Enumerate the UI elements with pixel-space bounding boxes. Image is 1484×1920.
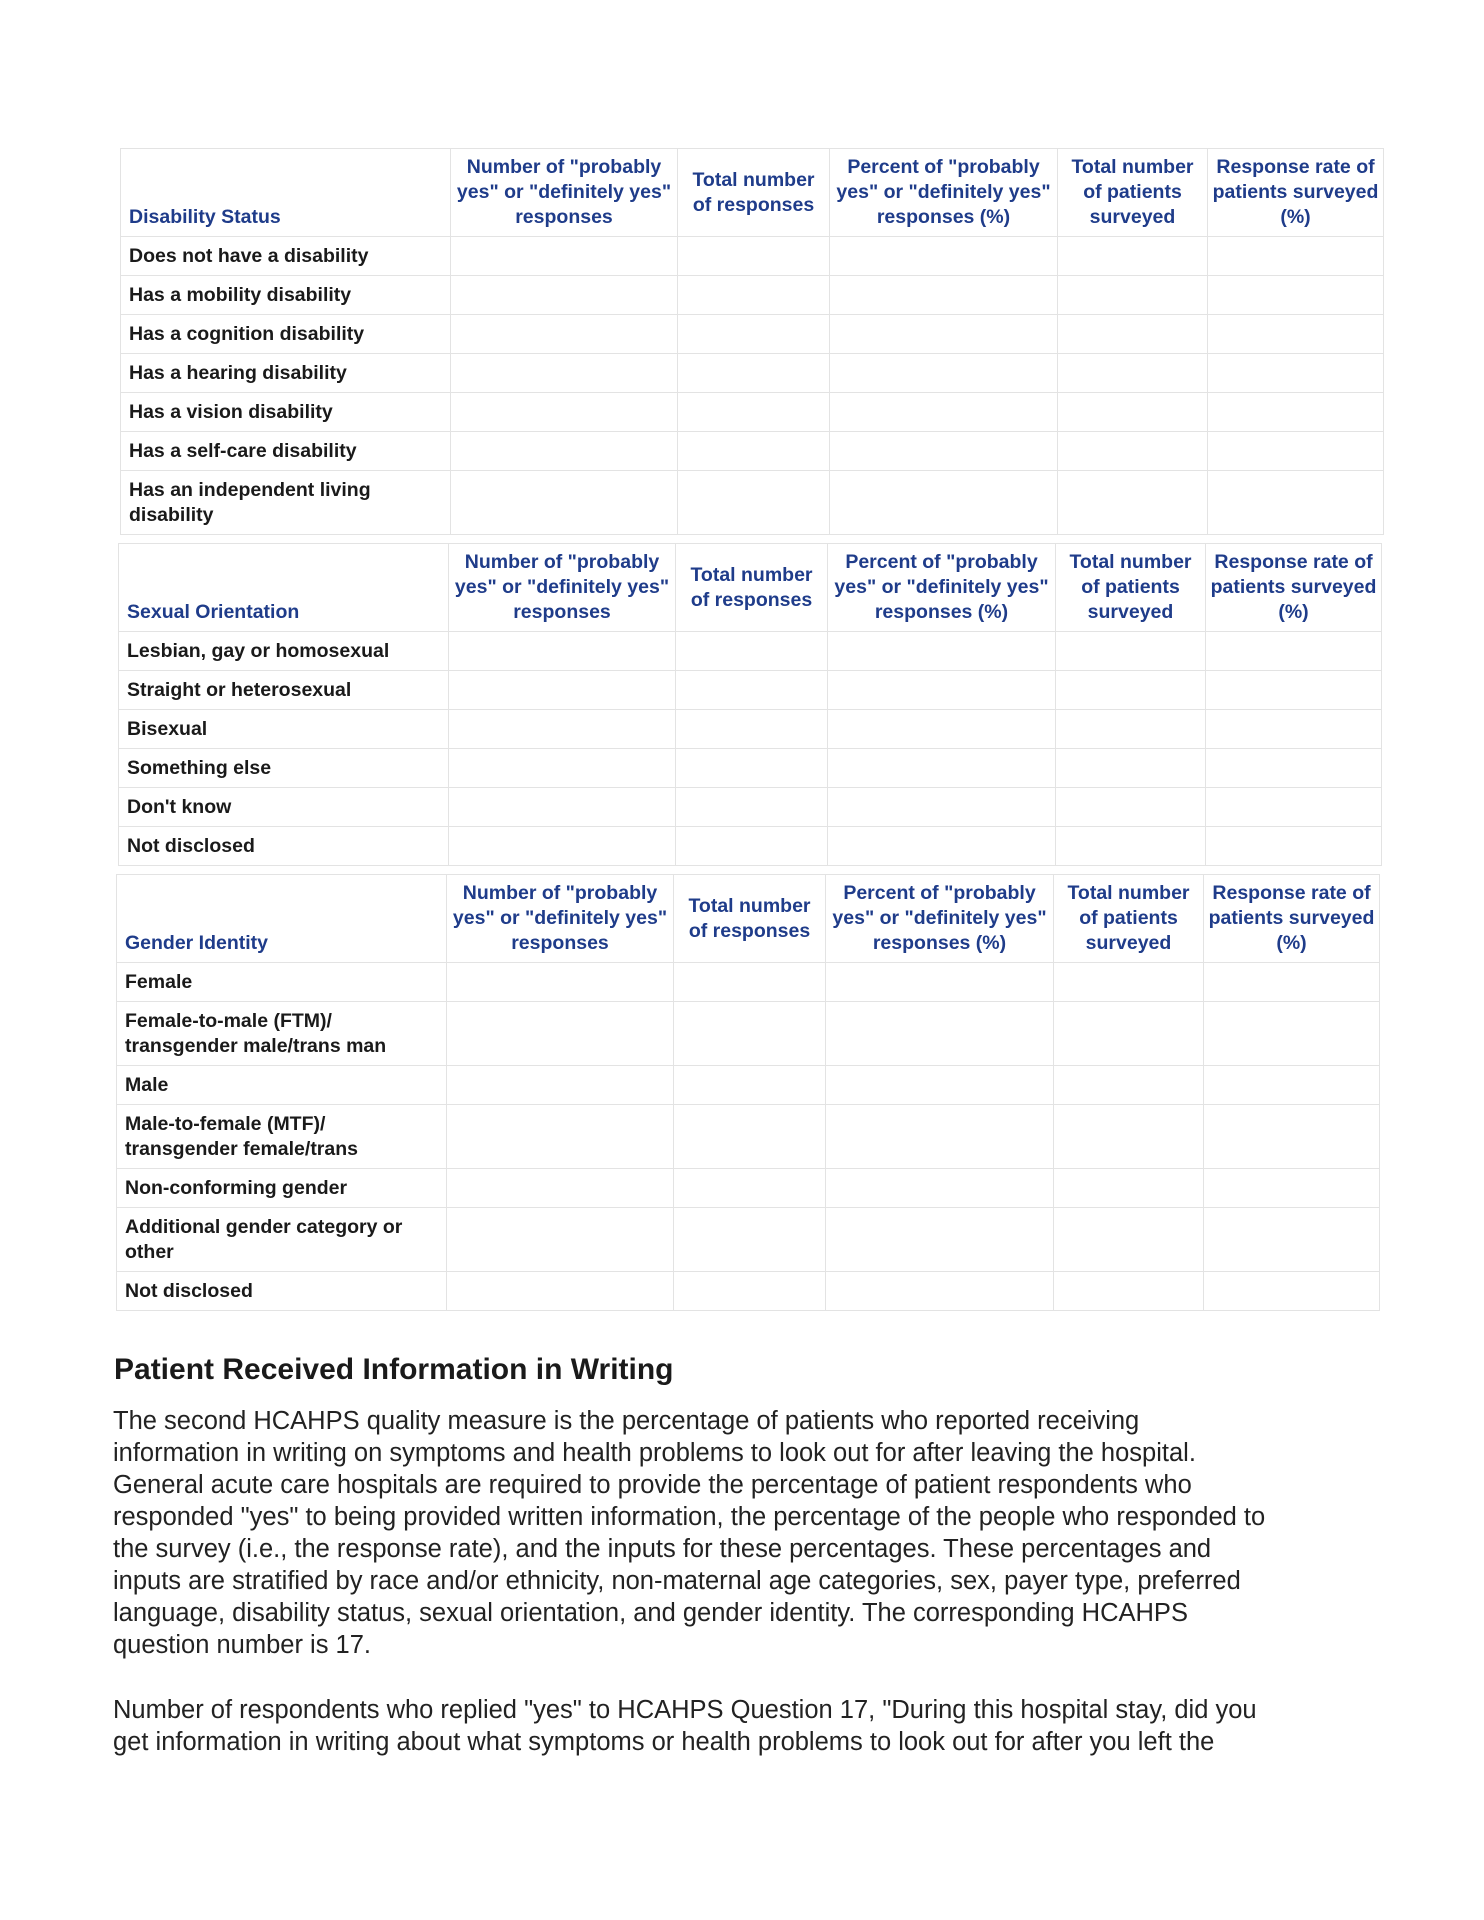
- empty-cell: [1204, 1208, 1380, 1272]
- empty-cell: [451, 471, 678, 535]
- empty-cell: [449, 671, 676, 710]
- empty-cell: [1056, 671, 1206, 710]
- empty-cell: [451, 315, 678, 354]
- column-header: Total number of responses: [678, 149, 830, 237]
- table-row: [121, 237, 1384, 276]
- empty-cell: [447, 1105, 674, 1169]
- table-title: Gender Identity: [117, 875, 447, 963]
- empty-cell: [678, 354, 830, 393]
- empty-cell: [676, 827, 828, 866]
- column-header: Total number of responses: [674, 875, 826, 963]
- empty-cell: [1054, 1002, 1204, 1066]
- empty-cell: [451, 276, 678, 315]
- row-label: Additional gender category or other: [117, 1208, 447, 1272]
- empty-cell: [826, 1105, 1054, 1169]
- table-row: [119, 788, 1382, 827]
- empty-cell: [1206, 710, 1382, 749]
- row-label: Has a mobility disability: [121, 276, 451, 315]
- empty-cell: [1058, 276, 1208, 315]
- table-row: [121, 354, 1384, 393]
- empty-cell: [1208, 276, 1384, 315]
- row-label: Bisexual: [119, 710, 449, 749]
- empty-cell: [1208, 393, 1384, 432]
- empty-cell: [451, 393, 678, 432]
- empty-cell: [828, 749, 1056, 788]
- empty-cell: [1204, 1105, 1380, 1169]
- empty-cell: [447, 1066, 674, 1105]
- row-label: Has a hearing disability: [121, 354, 451, 393]
- empty-cell: [449, 632, 676, 671]
- row-label: Has a vision disability: [121, 393, 451, 432]
- disability-status-table: [120, 148, 1384, 535]
- empty-cell: [449, 827, 676, 866]
- empty-cell: [449, 749, 676, 788]
- paragraph-line: The second HCAHPS quality measure is the percentage of patients who reported receiving: [113, 1407, 1140, 1435]
- empty-cell: [674, 1208, 826, 1272]
- gender-identity-table: [116, 874, 1380, 1311]
- empty-cell: [676, 749, 828, 788]
- section-paragraph: [113, 1694, 1403, 1758]
- empty-cell: [1058, 315, 1208, 354]
- empty-cell: [676, 671, 828, 710]
- row-label: Has an independent living disability: [121, 471, 451, 535]
- empty-cell: [1054, 963, 1204, 1002]
- empty-cell: [826, 1066, 1054, 1105]
- column-header: Response rate of patients surveyed (%): [1208, 149, 1384, 237]
- empty-cell: [826, 1169, 1054, 1208]
- empty-cell: [1054, 1169, 1204, 1208]
- empty-cell: [1054, 1272, 1204, 1311]
- table-row: [117, 1208, 1380, 1272]
- row-label: Female: [117, 963, 447, 1002]
- empty-cell: [830, 237, 1058, 276]
- table-row: [119, 710, 1382, 749]
- empty-cell: [1204, 963, 1380, 1002]
- empty-cell: [451, 432, 678, 471]
- column-header: Response rate of patients surveyed (%): [1206, 544, 1382, 632]
- row-label: Has a cognition disability: [121, 315, 451, 354]
- empty-cell: [676, 632, 828, 671]
- empty-cell: [1204, 1272, 1380, 1311]
- empty-cell: [1206, 749, 1382, 788]
- column-header: Total number of patients surveyed: [1054, 875, 1204, 963]
- empty-cell: [674, 1272, 826, 1311]
- paragraph-line: information in writing on symptoms and health problems to look out for after leaving the hospital.: [113, 1439, 1196, 1467]
- empty-cell: [826, 1208, 1054, 1272]
- empty-cell: [449, 710, 676, 749]
- empty-cell: [447, 1272, 674, 1311]
- column-header: Percent of "probably yes" or "definitely yes" responses (%): [828, 544, 1056, 632]
- table-row: [117, 1066, 1380, 1105]
- column-header: Percent of "probably yes" or "definitely yes" responses (%): [830, 149, 1058, 237]
- row-label: Female-to-male (FTM)/ transgender male/trans man: [117, 1002, 447, 1066]
- empty-cell: [828, 788, 1056, 827]
- empty-cell: [1056, 710, 1206, 749]
- paragraph-line: get information in writing about what symptoms or health problems to look out for after you left the: [113, 1728, 1215, 1756]
- table-row: [117, 1002, 1380, 1066]
- empty-cell: [828, 710, 1056, 749]
- empty-cell: [830, 315, 1058, 354]
- empty-cell: [830, 276, 1058, 315]
- empty-cell: [826, 1272, 1054, 1311]
- empty-cell: [826, 963, 1054, 1002]
- column-header: Number of "probably yes" or "definitely yes" responses: [449, 544, 676, 632]
- paragraph-line: Number of respondents who replied "yes" to HCAHPS Question 17, "During this hospital stay, did you: [113, 1696, 1257, 1724]
- empty-cell: [1058, 393, 1208, 432]
- row-label: Lesbian, gay or homosexual: [119, 632, 449, 671]
- paragraph-line: responded "yes" to being provided written information, the percentage of the people who responded to: [113, 1503, 1266, 1531]
- table-row: [121, 432, 1384, 471]
- column-header: Percent of "probably yes" or "definitely yes" responses (%): [826, 875, 1054, 963]
- empty-cell: [828, 671, 1056, 710]
- column-header: Total number of responses: [676, 544, 828, 632]
- empty-cell: [1208, 315, 1384, 354]
- paragraph-line: General acute care hospitals are required to provide the percentage of patient respondents who: [113, 1471, 1192, 1499]
- empty-cell: [676, 710, 828, 749]
- table-header-row: [117, 875, 1380, 963]
- section-paragraph: [113, 1405, 1403, 1661]
- empty-cell: [1058, 237, 1208, 276]
- row-label: Has a self-care disability: [121, 432, 451, 471]
- empty-cell: [1206, 632, 1382, 671]
- paragraph-line: language, disability status, sexual orientation, and gender identity. The corresponding HCAHPS: [113, 1599, 1188, 1627]
- table-row: [117, 963, 1380, 1002]
- empty-cell: [447, 1002, 674, 1066]
- empty-cell: [828, 827, 1056, 866]
- paragraph-line: question number is 17.: [113, 1631, 371, 1659]
- table-row: [119, 827, 1382, 866]
- column-header: Total number of patients surveyed: [1056, 544, 1206, 632]
- row-label: Something else: [119, 749, 449, 788]
- table-row: [117, 1272, 1380, 1311]
- empty-cell: [830, 393, 1058, 432]
- empty-cell: [1054, 1105, 1204, 1169]
- empty-cell: [1058, 471, 1208, 535]
- empty-cell: [678, 276, 830, 315]
- empty-cell: [1058, 354, 1208, 393]
- column-header: Number of "probably yes" or "definitely yes" responses: [447, 875, 674, 963]
- empty-cell: [830, 471, 1058, 535]
- empty-cell: [1204, 1002, 1380, 1066]
- table-header-row: [119, 544, 1382, 632]
- column-header: Number of "probably yes" or "definitely yes" responses: [451, 149, 678, 237]
- empty-cell: [447, 1169, 674, 1208]
- empty-cell: [676, 788, 828, 827]
- empty-cell: [678, 471, 830, 535]
- empty-cell: [1206, 827, 1382, 866]
- empty-cell: [1208, 354, 1384, 393]
- empty-cell: [1208, 432, 1384, 471]
- table-row: [117, 1169, 1380, 1208]
- row-label: Male: [117, 1066, 447, 1105]
- table-row: [121, 471, 1384, 535]
- empty-cell: [447, 963, 674, 1002]
- empty-cell: [674, 1169, 826, 1208]
- row-label: Don't know: [119, 788, 449, 827]
- table-row: [121, 393, 1384, 432]
- sexual-orientation-table: [118, 543, 1382, 866]
- empty-cell: [1056, 632, 1206, 671]
- empty-cell: [674, 1105, 826, 1169]
- column-header: Total number of patients surveyed: [1058, 149, 1208, 237]
- row-label: Not disclosed: [119, 827, 449, 866]
- empty-cell: [451, 237, 678, 276]
- empty-cell: [674, 963, 826, 1002]
- empty-cell: [1054, 1066, 1204, 1105]
- empty-cell: [674, 1002, 826, 1066]
- table-row: [119, 671, 1382, 710]
- paragraph-line: inputs are stratified by race and/or ethnicity, non-maternal age categories, sex, payer type, preferred: [113, 1567, 1241, 1595]
- empty-cell: [678, 432, 830, 471]
- table-row: [121, 315, 1384, 354]
- empty-cell: [1206, 788, 1382, 827]
- paragraph-line: the survey (i.e., the response rate), and the inputs for these percentages. These percentages and: [113, 1535, 1212, 1563]
- table-row: [119, 632, 1382, 671]
- empty-cell: [1056, 749, 1206, 788]
- empty-cell: [449, 788, 676, 827]
- table-row: [121, 276, 1384, 315]
- empty-cell: [826, 1002, 1054, 1066]
- empty-cell: [678, 315, 830, 354]
- row-label: Does not have a disability: [121, 237, 451, 276]
- section-heading: Patient Received Information in Writing: [114, 1353, 674, 1386]
- empty-cell: [828, 632, 1056, 671]
- empty-cell: [1208, 237, 1384, 276]
- table-title: Sexual Orientation: [119, 544, 449, 632]
- column-header: Response rate of patients surveyed (%): [1204, 875, 1380, 963]
- row-label: Non-conforming gender: [117, 1169, 447, 1208]
- empty-cell: [1206, 671, 1382, 710]
- empty-cell: [1054, 1208, 1204, 1272]
- empty-cell: [1056, 827, 1206, 866]
- table-row: [117, 1105, 1380, 1169]
- empty-cell: [674, 1066, 826, 1105]
- table-row: [119, 749, 1382, 788]
- empty-cell: [1208, 471, 1384, 535]
- table-title: Disability Status: [121, 149, 451, 237]
- empty-cell: [830, 354, 1058, 393]
- empty-cell: [1204, 1169, 1380, 1208]
- empty-cell: [1058, 432, 1208, 471]
- empty-cell: [451, 354, 678, 393]
- empty-cell: [1056, 788, 1206, 827]
- empty-cell: [447, 1208, 674, 1272]
- row-label: Not disclosed: [117, 1272, 447, 1311]
- row-label: Straight or heterosexual: [119, 671, 449, 710]
- row-label: Male-to-female (MTF)/ transgender female/trans: [117, 1105, 447, 1169]
- empty-cell: [830, 432, 1058, 471]
- table-header-row: [121, 149, 1384, 237]
- empty-cell: [1204, 1066, 1380, 1105]
- empty-cell: [678, 237, 830, 276]
- empty-cell: [678, 393, 830, 432]
